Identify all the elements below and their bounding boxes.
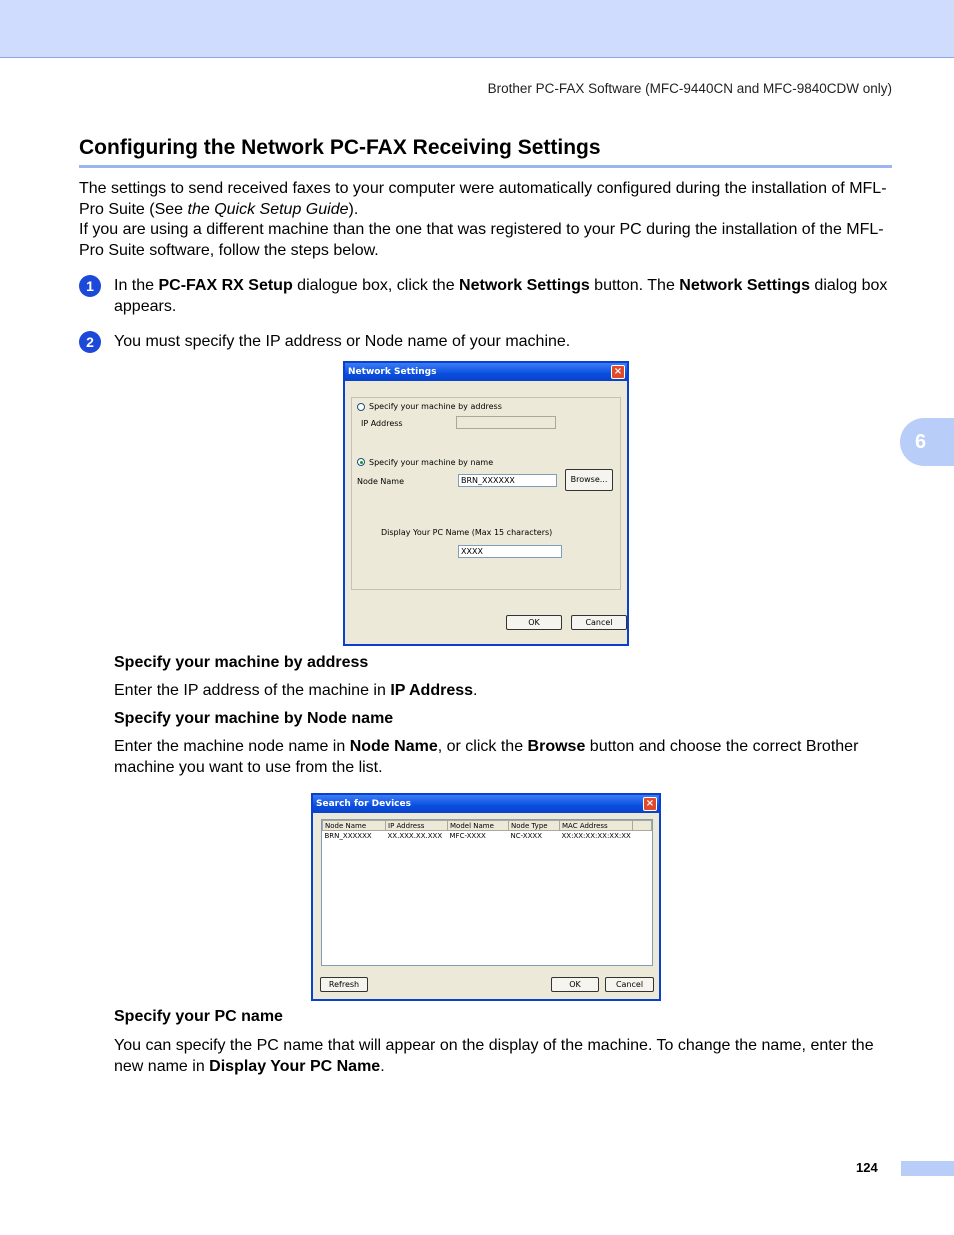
intro-paragraph-2: If you are using a different machine than the one that was registered to your PC during the installation of the MFL-Pro Suite software, follow the steps below. (79, 221, 884, 259)
pc-name-label: Display Your PC Name (Max 15 characters) (381, 528, 553, 537)
section-title: Configuring the Network PC-FAX Receiving Settings (79, 136, 601, 159)
column-header[interactable]: Model Name (448, 821, 509, 831)
subheading-by-address: Specify your machine by address (114, 654, 369, 671)
step-2-marker: 2 (79, 331, 101, 353)
ok-button[interactable]: OK (551, 977, 599, 992)
column-header[interactable]: IP Address (386, 821, 448, 831)
device-table-header (323, 821, 652, 831)
chapter-tab: 6 (900, 418, 954, 466)
pc-name-text: You can specify the PC name that will appear on the display of the machine. To change the name, enter the new name in Display Your PC Name. (114, 1037, 874, 1075)
step-2-text: You must specify the IP address or Node name of your machine. (114, 333, 571, 350)
browse-button[interactable]: Browse... (565, 469, 613, 491)
subheading-pc-name: Specify your PC name (114, 1008, 283, 1025)
by-address-text: Enter the IP address of the machine in IP Address. (114, 682, 478, 699)
network-settings-dialog (343, 361, 629, 646)
ok-button[interactable]: OK (506, 615, 562, 630)
device-table (322, 820, 652, 841)
column-header[interactable]: Node Name (323, 821, 386, 831)
radio-by-name-label: Specify your machine by name (369, 458, 494, 467)
device-list[interactable] (321, 819, 653, 966)
ip-address-field[interactable] (456, 416, 556, 429)
dialog-titlebar (313, 795, 659, 813)
intro-paragraph-1: The settings to send received faxes to your computer were automatically configured during the installation of MFL-Pro Suite (See the Quick Setup Guide). (79, 180, 887, 218)
table-row[interactable] (323, 831, 652, 841)
title-rule (79, 165, 892, 168)
cancel-button[interactable]: Cancel (571, 615, 627, 630)
close-icon[interactable]: × (611, 365, 625, 379)
column-header-empty (633, 821, 652, 831)
step-1-text: In the PC-FAX RX Setup dialogue box, click the Network Settings button. The Network Settings dialog box appears. (114, 277, 888, 315)
dialog-titlebar (345, 363, 627, 381)
search-devices-dialog (311, 793, 661, 1001)
running-title: Brother PC-FAX Software (MFC-9440CN and MFC-9840CDW only) (487, 81, 892, 96)
table-cell-empty (633, 831, 652, 841)
column-header[interactable]: Node Type (509, 821, 560, 831)
node-name-label: Node Name (357, 477, 405, 486)
page-number-bar (901, 1161, 954, 1176)
table-cell: XX:XX:XX:XX:XX:XX (561, 831, 631, 840)
page-number: 124 (856, 1160, 878, 1175)
table-cell: BRN_XXXXXX (324, 831, 372, 840)
by-node-text: Enter the machine node name in Node Name, or click the Browse button and choose the correct Brother machine you want to use from the list. (114, 738, 859, 776)
node-name-field[interactable]: BRN_XXXXXX (458, 474, 557, 487)
subheading-by-node: Specify your machine by Node name (114, 710, 394, 727)
close-icon[interactable]: × (643, 797, 657, 811)
step-1-marker: 1 (79, 275, 101, 297)
pc-name-field[interactable]: XXXX (458, 545, 562, 558)
column-header[interactable]: MAC Address (560, 821, 633, 831)
dialog-title: Network Settings (348, 367, 437, 377)
table-cell: XX.XXX.XX.XXX (387, 831, 443, 840)
refresh-button[interactable]: Refresh (320, 977, 368, 992)
ip-address-label: IP Address (361, 419, 403, 428)
radio-by-address-label: Specify your machine by address (369, 402, 502, 411)
table-cell: NC-XXXX (510, 831, 542, 840)
dialog-title: Search for Devices (316, 799, 411, 809)
radio-by-address[interactable] (357, 403, 365, 411)
radio-by-name[interactable] (357, 458, 365, 466)
cancel-button[interactable]: Cancel (605, 977, 654, 992)
table-cell: MFC-XXXX (449, 831, 486, 840)
header-band (0, 0, 954, 58)
